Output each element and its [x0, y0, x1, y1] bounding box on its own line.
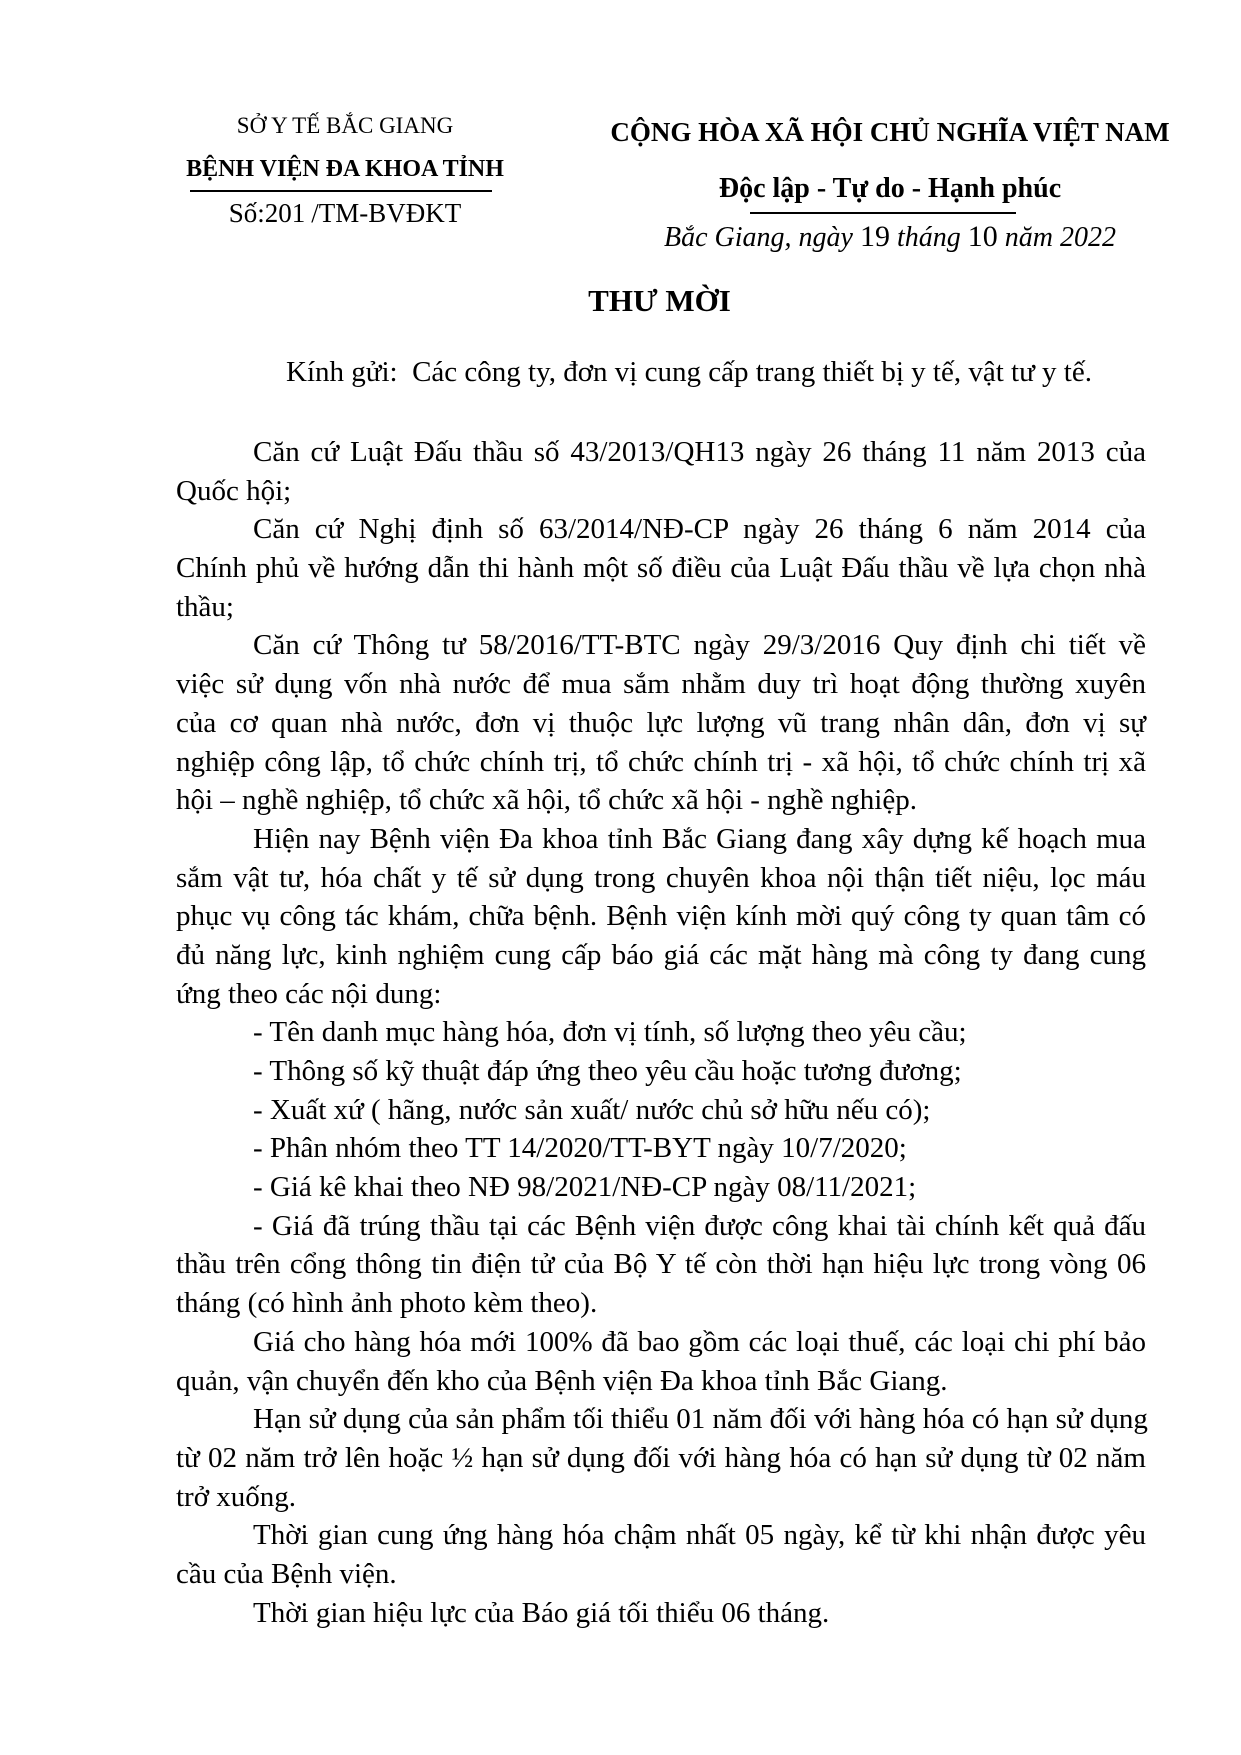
org-parent-name: SỞ Y TẾ BẮC GIANG: [236, 113, 454, 138]
body-line: thầu trên cổng thông tin điện tử của Bộ Y tế còn thời hạn hiệu lực trong vòng 06: [176, 1248, 1146, 1281]
date-day: 19: [859, 220, 890, 253]
body-line: Giá cho hàng hóa mới 100% đã bao gồm các loại thuế, các loại chi phí bảo: [253, 1325, 1146, 1358]
date-month-text: tháng: [889, 222, 968, 253]
doc-number-value: 201: [264, 198, 306, 228]
document-body: [176, 433, 1146, 1632]
body-line-bullet: - Xuất xứ ( hãng, nước sản xuất/ nước chủ sở hữu nếu có);: [253, 1093, 931, 1126]
date-place-text: Bắc Giang, ngày: [664, 222, 860, 253]
body-line: Chính phủ về hướng dẫn thi hành một số điều của Luật Đấu thầu về lựa chọn nhà: [176, 552, 1146, 585]
body-line: cầu của Bệnh viện.: [176, 1557, 397, 1590]
motto-underline: [750, 212, 1016, 214]
body-line-bullet: - Tên danh mục hàng hóa, đơn vị tính, số lượng theo yêu cầu;: [253, 1016, 967, 1049]
body-line: Hạn sử dụng của sản phẩm tối thiểu 01 năm đối với hàng hóa có hạn sử dụng: [253, 1403, 1148, 1436]
body-line: hội – nghề nghiệp, tổ chức xã hội, tổ chức xã hội - nghề nghiệp.: [176, 784, 917, 817]
body-line: từ 02 năm trở lên hoặc ½ hạn sử dụng đối với hàng hóa có hạn sử dụng từ 02 năm: [176, 1441, 1146, 1474]
body-line: Quốc hội;: [176, 474, 292, 507]
document-title: THƯ MỜI: [588, 283, 731, 318]
body-line: tháng (có hình ảnh photo kèm theo).: [176, 1287, 598, 1320]
body-line-bullet: - Phân nhóm theo TT 14/2020/TT-BYT ngày 10/7/2020;: [253, 1132, 907, 1165]
body-line-bullet: - Giá đã trúng thầu tại các Bệnh viện được công khai tài chính kết quả đấu: [253, 1209, 1146, 1242]
doc-number-suffix: /TM-BVĐKT: [311, 198, 462, 228]
body-line: trở xuống.: [176, 1480, 297, 1513]
doc-number-label: Số:: [228, 198, 265, 228]
date-month: 10: [967, 220, 998, 253]
greeting-line: Kính gửi: Các công ty, đơn vị cung cấp trang thiết bị y tế, vật tư y tế.: [286, 356, 1092, 388]
body-line: Hiện nay Bệnh viện Đa khoa tỉnh Bắc Giang đang xây dựng kế hoạch mua: [253, 822, 1146, 855]
body-line: Căn cứ Luật Đấu thầu số 43/2013/QH13 ngày 26 tháng 11 năm 2013 của: [253, 436, 1146, 468]
body-line: việc sử dụng vốn nhà nước để mua sắm nhằm duy trì hoạt động thường xuyên: [176, 668, 1146, 701]
body-line-bullet: - Thông số kỹ thuật đáp ứng theo yêu cầu hoặc tương đương;: [253, 1055, 962, 1087]
body-line: Căn cứ Thông tư 58/2016/TT-BTC ngày 29/3/2016 Quy định chi tiết về: [253, 629, 1146, 662]
national-motto: Độc lập - Tự do - Hạnh phúc: [718, 173, 1062, 204]
doc-number: [135, 197, 555, 231]
body-line: đủ năng lực, kinh nghiệm cung cấp báo giá các mặt hàng mà công ty đang cung: [176, 938, 1146, 971]
body-line: Thời gian cung ứng hàng hóa chậm nhất 05 ngày, kể từ khi nhận được yêu: [253, 1519, 1146, 1552]
body-line: Căn cứ Nghị định số 63/2014/NĐ-CP ngày 26 tháng 6 năm 2014 của: [253, 513, 1146, 546]
body-line: quản, vận chuyển đến kho của Bệnh viện Đa khoa tỉnh Bắc Giang.: [176, 1364, 948, 1397]
body-line: sắm vật tư, hóa chất y tế sử dụng trong chuyên khoa nội thận tiết niệu, lọc máu: [176, 861, 1146, 894]
place-date-line: [580, 218, 1200, 256]
body-line: Thời gian hiệu lực của Báo giá tối thiểu 06 tháng.: [253, 1596, 830, 1629]
body-line-bullet: - Giá kê khai theo NĐ 98/2021/NĐ-CP ngày 08/11/2021;: [253, 1171, 917, 1204]
org-name-underline: [190, 190, 492, 192]
body-line: nghiệp công lập, tổ chức chính trị, tổ chức chính trị - xã hội, tổ chức chính trị xã: [176, 745, 1146, 778]
org-name: BỆNH VIỆN ĐA KHOA TỈNH: [186, 156, 504, 182]
national-title: CỘNG HÒA XÃ HỘI CHỦ NGHĨA VIỆT NAM: [610, 117, 1170, 147]
date-year-text: năm 2022: [997, 222, 1116, 253]
body-line: của cơ quan nhà nước, đơn vị thuộc lực lượng vũ trang nhân dân, đơn vị sự: [176, 706, 1146, 739]
body-line: ứng theo các nội dung:: [176, 977, 442, 1010]
body-line: phục vụ công tác khám, chữa bệnh. Bệnh viện kính mời quý công ty quan tâm có: [176, 900, 1146, 933]
body-line: thầu;: [176, 590, 234, 623]
